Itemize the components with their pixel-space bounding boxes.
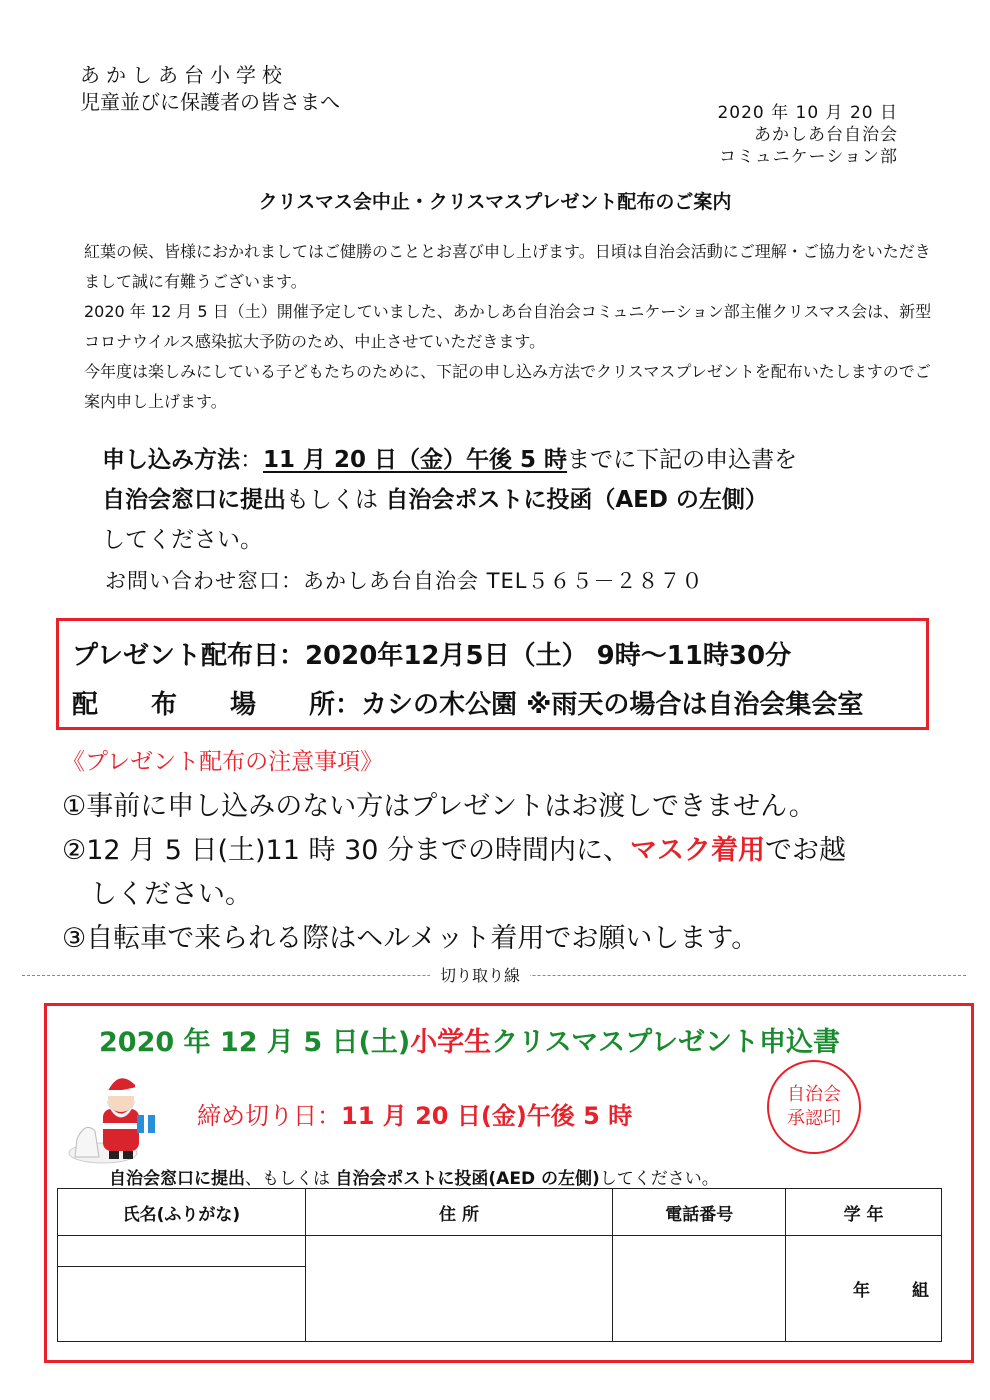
stamp-line: 自治会: [787, 1084, 841, 1105]
place-label-char: 布: [151, 690, 178, 720]
santa-illustration: [65, 1061, 165, 1166]
submit-office: 自治会窓口に提出: [109, 1169, 245, 1189]
contact-info: お問い合わせ窓口：あかしあ台自治会 TEL５６５－２８７０: [105, 569, 704, 593]
sender-org: あかしあ台自治会: [754, 125, 898, 145]
howto-label: 申し込み方法: [102, 447, 240, 473]
form-submit-instructions: [109, 1164, 719, 1189]
grade-field[interactable]: [786, 1236, 942, 1342]
submit-end: してください。: [599, 1169, 719, 1189]
approval-stamp-circle: [767, 1060, 861, 1154]
form-deadline: [197, 1096, 632, 1131]
note-text: ②12 月 5 日(土)11 時 30 分までの時間内に、: [62, 835, 631, 866]
place-colon: ：: [335, 690, 362, 720]
column-header-grade: 学 年: [786, 1189, 942, 1236]
distribution-date-label: プレゼント配布日：: [72, 641, 305, 671]
note-item: ①事前に申し込みのない方はプレゼントはお渡しできません。: [62, 791, 816, 822]
column-header-address: 住 所: [305, 1189, 613, 1236]
place-label-char: 所: [309, 690, 336, 720]
grade-class-label: 組: [912, 1281, 929, 1301]
distribution-date-value: 2020年12月5日（土） 9時～11時30分: [304, 641, 792, 671]
note-item: ③自転車で来られる際はヘルメット着用でお願いします。: [62, 923, 759, 954]
form-title: [99, 1020, 840, 1059]
application-form: [44, 1003, 974, 1363]
sender-dept: コミュニケーション部: [719, 147, 898, 167]
addressee-guardians: 児童並びに保護者の皆さまへ: [80, 90, 340, 114]
phone-field[interactable]: [613, 1236, 786, 1342]
issue-date: 2020 年 10 月 20 日: [717, 103, 898, 123]
application-table: [57, 1188, 942, 1342]
notice-title: クリスマス会中止・クリスマスプレゼント配布のご案内: [258, 191, 732, 213]
notes-heading: 《プレゼント配布の注意事項》: [62, 749, 384, 775]
form-title-date: 2020 年 12 月 5 日(土): [99, 1027, 411, 1058]
form-title-name: クリスマスプレゼント申込書: [491, 1027, 841, 1058]
form-deadline-value: 11 月 20 日(金)午後 5 時: [341, 1102, 633, 1130]
distribution-box: [56, 618, 929, 730]
addressee: [80, 62, 340, 116]
notice-body: [62, 237, 932, 417]
table-header-row: [58, 1189, 942, 1236]
distribution-place-row: [72, 684, 863, 721]
column-header-name: 氏名(ふりがな): [58, 1189, 306, 1236]
name-field[interactable]: [58, 1267, 306, 1342]
howto-end: してください。: [102, 527, 263, 553]
howto-place-office: 自治会窓口に提出: [102, 487, 286, 513]
application-method: [102, 440, 797, 560]
cut-line-label: 切り取り線: [430, 963, 530, 986]
sender-block: [717, 102, 898, 168]
submit-post: 自治会ポストに投函(AED の左側): [335, 1169, 600, 1189]
notes-list: [62, 785, 846, 961]
distribution-date-row: [72, 635, 791, 672]
form-title-grade: 小学生: [410, 1027, 492, 1058]
place-label-char: 配: [72, 690, 99, 720]
paragraph-distribution: 今年度は楽しみにしている子どもたちのために、下記の申し込み方法でクリスマスプレゼントを配布いたしますのでご案内申し上げます。: [84, 362, 931, 411]
mask-emphasis: マスク着用: [630, 835, 766, 866]
table-row: [58, 1236, 942, 1267]
paragraph-greeting: 紅葉の候、皆様におかれましてはご健勝のこととお喜び申し上げます。日頃は自治会活動にご理解・ご協力をいただきまして誠に有難うございます。: [84, 242, 931, 291]
form-deadline-label: 締め切り日：: [197, 1102, 341, 1130]
howto-or: もしくは: [286, 487, 386, 513]
stamp-line: 承認印: [787, 1108, 841, 1129]
note-item: [62, 829, 846, 873]
note-text: でお越: [765, 835, 847, 866]
howto-deadline: 11 月 20 日（金）午後 5 時: [263, 447, 568, 473]
furigana-field[interactable]: [58, 1236, 306, 1267]
place-label-char: 場: [230, 690, 257, 720]
note-continuation: しください。: [90, 879, 252, 910]
address-field[interactable]: [305, 1236, 613, 1342]
addressee-school: あかしあ台小学校: [80, 63, 288, 87]
howto-place-post: 自治会ポストに投函（AED の左側）: [385, 487, 768, 513]
howto-after: までに下記の申込書を: [567, 447, 798, 473]
paragraph-cancellation: 2020 年 12 月 5 日（土）開催予定していました、あかしあ台自治会コミュニケーション部主催クリスマス会は、新型コロナウイルス感染拡大予防のため、中止させていただきます。: [84, 302, 932, 351]
distribution-place-value: カシの木公園 ※雨天の場合は自治会集会室: [361, 690, 864, 720]
column-header-phone: 電話番号: [613, 1189, 786, 1236]
howto-colon: ：: [240, 447, 263, 473]
submit-or: 、もしくは: [245, 1169, 336, 1189]
grade-year-label: 年: [853, 1281, 870, 1301]
